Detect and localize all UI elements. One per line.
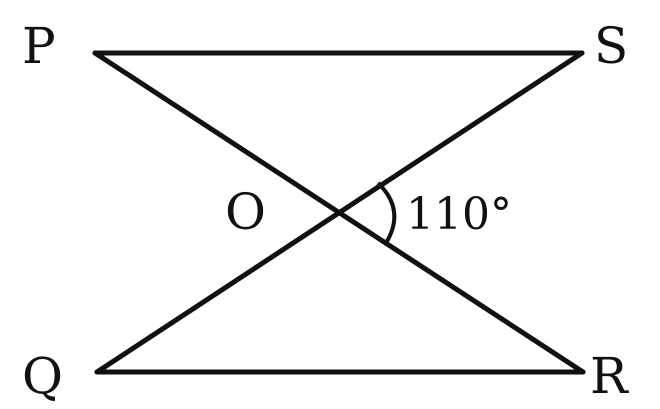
angle-label: 110° — [406, 189, 512, 240]
angle-arc — [378, 183, 394, 243]
label-s: S — [594, 17, 629, 75]
label-r: R — [590, 347, 628, 405]
label-p: P — [22, 17, 56, 75]
label-q: Q — [22, 347, 63, 405]
label-o: O — [225, 183, 266, 241]
